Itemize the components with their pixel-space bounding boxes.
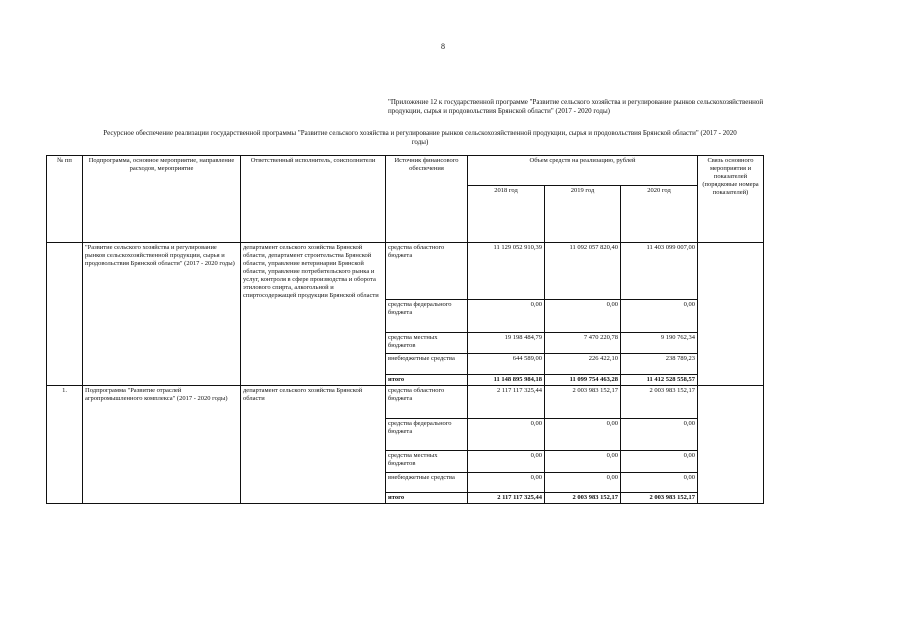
value-2018: 2 117 117 325,44	[468, 386, 545, 419]
header-program: Подпрограмма, основное мероприятие, направление расходов, мероприятие	[83, 156, 241, 243]
row-link	[698, 386, 764, 504]
row-program: "Развитие сельского хозяйства и регулирование рынков сельскохозяйственной продукции, сырья и продовольствия Брянской области" (2017 - 2020 годы)	[83, 243, 241, 386]
header-link: Связь основного мероприятия и показателей (порядковые номера показателей)	[698, 156, 764, 243]
value-2019: 0,00	[545, 300, 621, 333]
value-2019: 0,00	[545, 451, 621, 473]
row-source: средства федерального бюджета	[386, 419, 468, 451]
value-2018: 0,00	[468, 300, 545, 333]
header-volume: Объем средств на реализацию, рублей	[468, 156, 698, 186]
total-2019: 11 099 754 463,28	[545, 375, 621, 386]
table-row	[47, 243, 764, 300]
header-year-2020: 2020 год	[621, 186, 698, 243]
value-2019: 0,00	[545, 473, 621, 493]
row-source: итого	[386, 375, 468, 386]
row-source: средства областного бюджета	[386, 386, 468, 419]
value-2018: 11 129 052 910,39	[468, 243, 545, 300]
header-year-2018: 2018 год	[468, 186, 545, 243]
appendix-note: "Приложение 12 к государственной программе "Развитие сельского хозяйства и регулирование рынков сельскохозяйственной продукции, сырья и продовольствия Брянской области" (2017 - 2020 годы)	[388, 98, 764, 115]
header-num: № пп	[47, 156, 83, 243]
value-2019: 7 470 220,78	[545, 333, 621, 354]
header-row	[47, 156, 764, 186]
value-2018: 0,00	[468, 451, 545, 473]
value-2019: 0,00	[545, 419, 621, 451]
resource-table	[46, 155, 764, 504]
table-row	[47, 386, 764, 419]
value-2018: 644 589,00	[468, 354, 545, 375]
value-2020: 0,00	[621, 300, 698, 333]
page-number: 8	[441, 42, 445, 51]
total-2018: 11 148 895 984,18	[468, 375, 545, 386]
total-2018: 2 117 117 325,44	[468, 493, 545, 504]
value-2020: 2 003 983 152,17	[621, 386, 698, 419]
row-source: средства местных бюджетов	[386, 333, 468, 354]
value-2020: 0,00	[621, 473, 698, 493]
row-source: внебюджетные средства	[386, 473, 468, 493]
value-2019: 226 422,10	[545, 354, 621, 375]
document-heading: Ресурсное обеспечение реализации государственной программы "Развитие сельского хозяйства и регулирование рынков сельскохозяйственной продукции, сырья и продовольствия Брянской области" (2017 - 2020 годы)	[103, 129, 737, 146]
value-2019: 2 003 983 152,17	[545, 386, 621, 419]
total-2019: 2 003 983 152,17	[545, 493, 621, 504]
header-year-2019: 2019 год	[545, 186, 621, 243]
total-2020: 11 412 528 558,57	[621, 375, 698, 386]
value-2019: 11 092 057 820,40	[545, 243, 621, 300]
value-2018: 19 198 484,79	[468, 333, 545, 354]
value-2020: 238 789,23	[621, 354, 698, 375]
value-2018: 0,00	[468, 419, 545, 451]
row-link	[698, 243, 764, 386]
row-source: средства местных бюджетов	[386, 451, 468, 473]
row-source: средства федерального бюджета	[386, 300, 468, 333]
value-2020: 11 403 099 007,00	[621, 243, 698, 300]
total-2020: 2 003 983 152,17	[621, 493, 698, 504]
row-num	[47, 243, 83, 386]
row-executor: департамент сельского хозяйства Брянской области, департамент строительства Брянской области, управление ветеринарии Брянской области, управление потребительского рынка и услуг, контроля в сфере производства и оборота этилового спирта, алкогольной и спиртосодержащей продукции Брянской области	[241, 243, 386, 386]
row-num: 1.	[47, 386, 83, 504]
row-executor: департамент сельского хозяйства Брянской области	[241, 386, 386, 504]
value-2018: 0,00	[468, 473, 545, 493]
header-executor: Ответственный исполнитель, соисполнители	[241, 156, 386, 243]
row-source: внебюджетные средства	[386, 354, 468, 375]
value-2020: 0,00	[621, 419, 698, 451]
value-2020: 9 190 762,34	[621, 333, 698, 354]
row-source: итого	[386, 493, 468, 504]
header-source: Источник финансового обеспечения	[386, 156, 468, 243]
value-2020: 0,00	[621, 451, 698, 473]
row-program: Подпрограмма "Развитие отраслей агропромышленного комплекса" (2017 - 2020 годы)	[83, 386, 241, 504]
row-source: средства областного бюджета	[386, 243, 468, 300]
